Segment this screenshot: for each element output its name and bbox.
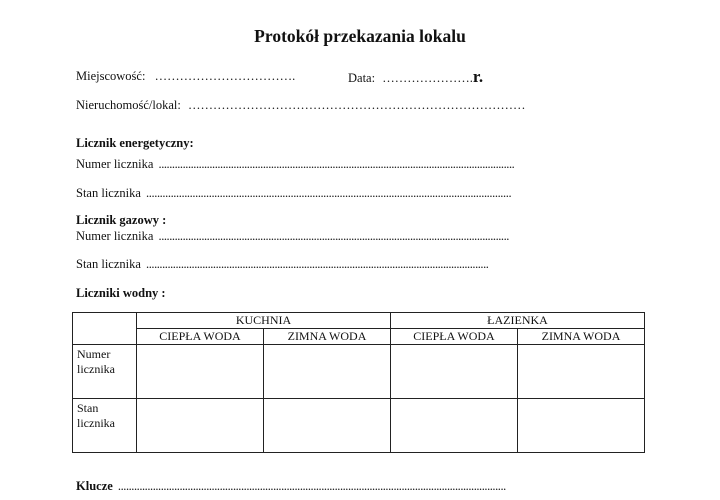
klucze-dots: ................................................................................................................................................. — [117, 479, 506, 493]
cell-stan-lazienka-zimna[interactable] — [518, 399, 645, 453]
miejscowosc-field[interactable] — [76, 69, 295, 84]
nieruchomosc-label: Nieruchomość/lokal: — [76, 98, 181, 112]
cell-numer-lazienka-ciepla[interactable] — [391, 345, 518, 399]
table-row — [73, 399, 645, 453]
column-header-kuchnia-zimna: ZIMNA WODA — [264, 329, 391, 345]
energetyczny-heading: Licznik energetyczny: — [76, 136, 194, 150]
wodny-heading: Liczniki wodny : — [76, 286, 166, 300]
group-header-kuchnia: KUCHNIA — [137, 313, 391, 329]
cell-numer-lazienka-zimna[interactable] — [518, 345, 645, 399]
gazowy-stan-dots: ................................................................................................................................ — [146, 257, 489, 271]
table-corner-cell — [73, 313, 137, 345]
cell-numer-kuchnia-ciepla[interactable] — [137, 345, 264, 399]
miejscowosc-dots: ……………………………. — [154, 69, 296, 83]
data-dots: …………………. — [382, 71, 473, 85]
miejscowosc-label: Miejscowość: — [76, 69, 146, 83]
gazowy-numer-dots: ................................................................................................................................... — [158, 229, 509, 243]
cell-numer-kuchnia-zimna[interactable] — [264, 345, 391, 399]
cell-stan-lazienka-ciepla[interactable] — [391, 399, 518, 453]
energetyczny-numer-label: Numer licznika — [76, 157, 154, 171]
row-label-numer: Numer licznika — [73, 345, 137, 399]
table-column-header-row — [73, 329, 645, 345]
energetyczny-numer-dots: ..................................................................................................................................... — [158, 157, 515, 171]
column-header-lazienka-ciepla: CIEPŁA WODA — [391, 329, 518, 345]
nieruchomosc-dots: ……………………………………………………………………… — [187, 98, 526, 112]
gazowy-stan-label: Stan licznika — [76, 257, 141, 271]
energetyczny-stan-label: Stan licznika — [76, 186, 141, 200]
gazowy-numer-field[interactable] — [76, 229, 509, 244]
water-meter-table — [72, 312, 645, 453]
gazowy-numer-label: Numer licznika — [76, 229, 154, 243]
cell-stan-kuchnia-ciepla[interactable] — [137, 399, 264, 453]
energetyczny-numer-field[interactable] — [76, 157, 514, 172]
document-title: Protokół przekazania lokalu — [254, 26, 466, 46]
energetyczny-stan-dots: ...................................................................................................................................... — [146, 186, 512, 200]
klucze-label: Klucze — [76, 479, 113, 493]
table-row — [73, 345, 645, 399]
nieruchomosc-field[interactable] — [76, 98, 525, 113]
klucze-field[interactable] — [76, 479, 506, 494]
gazowy-stan-field[interactable] — [76, 257, 488, 272]
group-header-lazienka: ŁAZIENKA — [391, 313, 645, 329]
gazowy-heading: Licznik gazowy : — [76, 213, 167, 227]
data-suffix: r. — [472, 67, 484, 86]
data-label: Data: — [348, 71, 376, 85]
column-header-kuchnia-ciepla: CIEPŁA WODA — [137, 329, 264, 345]
row-label-stan: Stan licznika — [73, 399, 137, 453]
energetyczny-stan-field[interactable] — [76, 186, 511, 201]
column-header-lazienka-zimna: ZIMNA WODA — [518, 329, 645, 345]
data-field[interactable] — [348, 67, 483, 87]
cell-stan-kuchnia-zimna[interactable] — [264, 399, 391, 453]
table-group-header-row — [73, 313, 645, 329]
